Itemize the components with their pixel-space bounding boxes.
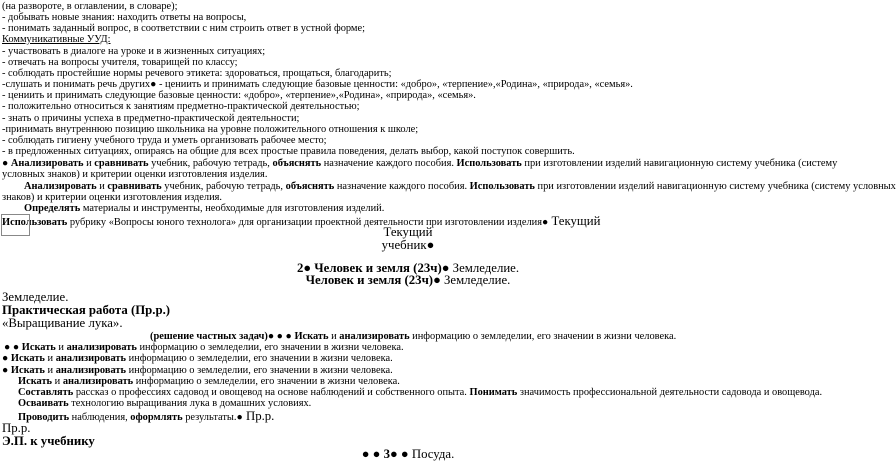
bullet-icon: ● (433, 273, 441, 287)
bullet-icon: ● (426, 238, 435, 252)
empty-table-cell (1, 214, 30, 236)
bullet-icon: ● (2, 365, 11, 376)
bullet-icon: ● (2, 353, 11, 364)
section-heading: Коммуникативные УУД: (2, 34, 111, 45)
text-line: - соблюдать гигиену учебного труда и уметь организовать рабочее место; (2, 135, 327, 146)
text-line: Текущий (383, 225, 433, 239)
text-line: - понимать заданный вопрос, в соответствии с ним строить ответ в устной форме; (2, 23, 366, 34)
bullet-icon: ● ● (389, 447, 409, 461)
text-line: - отвечать на вопросы учителя, товарищей по классу; (2, 57, 238, 68)
text-line: (на развороте, в оглавлении, в словаре); (2, 1, 178, 12)
bullet-icon: ● (303, 261, 312, 275)
text-line: - положительно относиться к занятиям предметно-практической деятельностью; (2, 101, 360, 112)
bullet-icon: ● ● ● (267, 331, 295, 342)
bullet-icon: ● (441, 261, 450, 275)
text-line: Искать и анализировать информацию о земледелии, его значении в жизни человека. (18, 376, 400, 387)
text-line: Человек и земля (23ч)● Земледелие. (305, 273, 511, 287)
bullet-icon: ● ● (361, 447, 384, 461)
text-line: Осваивать технологию выращивания лука в домашних условиях. (18, 398, 312, 409)
bullet-icon: ● (236, 412, 243, 423)
text-line: Проводить наблюдения, оформлять результаты.● Пр.р. (18, 409, 275, 423)
text-line: ● Искать и анализировать информацию о земледелии, его значении в жизни человека. (2, 365, 393, 376)
text-line: - цениить и принимать следующие базовые ценности: «добро», «терпение»,«Родина», «природа», «семья». (2, 90, 476, 101)
text-line: Анализировать и сравнивать учебник, рабочую тетрадь, объяснять назначение каждого пособия. Использовать при изготовлении изделий навигационную систему учебника (систему условных (24, 181, 896, 192)
bullet-icon: ● (541, 217, 549, 228)
bullet-icon: ● (150, 79, 157, 90)
text-line: Использовать рубрику «Вопросы юного технолога» для организации проектной деятельности при изготовлении изделия● Текущий (2, 214, 601, 228)
text-line: Составлять рассказ о профессиях садовод и овощевод на основе наблюдений и собственного опыта. Понимать значимость профессиональной деятельности садовода и овощевода. (18, 387, 823, 398)
text-line: учебник● (381, 238, 435, 252)
bullet-icon: ● (2, 158, 11, 169)
text-line: ● ● 3● ● Посуда. (361, 447, 455, 461)
text-line: Земледелие. (2, 290, 69, 304)
text-line: -принимать внутреннюю позицию школьника на уровне положительного отношения к школе; (2, 124, 419, 135)
text-line: Практическая работа (Пр.р.) (2, 303, 171, 317)
text-line: - участвовать в диалоге на уроке и в жизненных ситуациях; (2, 46, 266, 57)
bullet-icon: ● ● (4, 342, 22, 353)
text-line: - добывать новые знания: находить ответы на вопросы, (2, 12, 247, 23)
text-line: условных знаков) и критерии оценки изготовления изделия. (2, 169, 268, 180)
text-line: 2● Человек и земля (23ч)● Земледелие. (296, 261, 520, 275)
text-line: - в предложенных ситуациях, опираясь на общие для всех простые правила поведения, делать выбор, какой поступок совершить. (2, 146, 575, 157)
text-line: Пр.р. (2, 421, 31, 435)
text-line: знаков) и критерии оценки изготовления изделия. (2, 192, 223, 203)
text-line: Определять материалы и инструменты, необходимые для изготовления изделий. (24, 203, 385, 214)
text-line: «Выращивание лука». (2, 316, 123, 330)
text-line: ● Анализировать и сравнивать учебник, рабочую тетрадь, объяснять назначение каждого пособия. Использовать при изготовлении изделий навигационную систему учебника (систему (2, 158, 838, 169)
text-line: ● Искать и анализировать информацию о земледелии, его значении в жизни человека. (2, 353, 393, 364)
text-line: ● ● Искать и анализировать информацию о земледелии, его значении в жизни человека. (4, 342, 404, 353)
text-line: Э.П. к учебнику (2, 434, 95, 448)
text-line: - соблюдать простейшие нормы речевого этикета: здороваться, прощаться, благодарить; (2, 68, 392, 79)
text-line: - знать о причины успеха в предметно-практической деятельности; (2, 113, 300, 124)
text-line: -слушать и понимать речь других● - цениить и принимать следующие базовые ценности: «добро», «терпение»,«Родина», «природа», «семья». (2, 79, 633, 90)
text-line: (решение частных задач)● ● ● Искать и анализировать информацию о земледелии, его значении в жизни человека. (150, 331, 677, 342)
